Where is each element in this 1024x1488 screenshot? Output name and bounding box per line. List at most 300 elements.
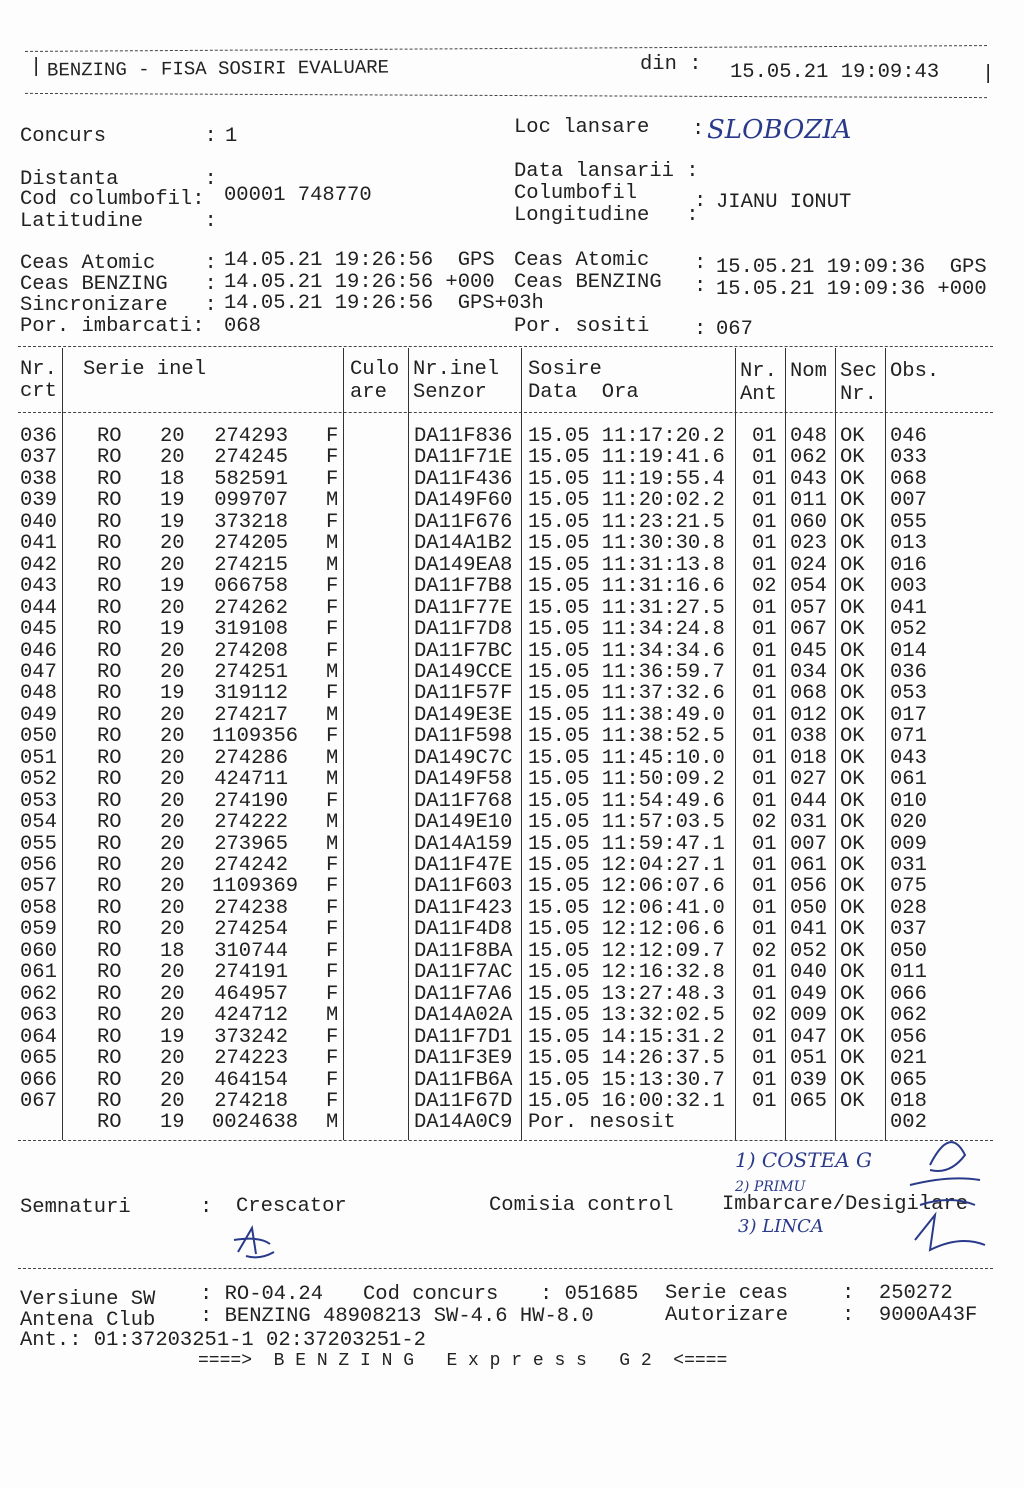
cell-sec: OK	[840, 489, 865, 513]
cell-ring-number: 424711	[214, 768, 288, 792]
cell-sec: OK	[840, 703, 865, 727]
cell-sec: OK	[840, 1004, 865, 1028]
cell-sec: OK	[840, 725, 865, 749]
versiune-value: : RO-04.24	[200, 1283, 324, 1306]
cell-obs: 021	[890, 1047, 927, 1071]
cell-year: 19	[160, 1025, 185, 1049]
cell-arrival-time: 15.05 11:57:03.5	[528, 811, 725, 835]
cell-nom: 040	[790, 961, 827, 985]
ceas-benzing-end: 15.05.21 19:09:36 +000	[716, 278, 987, 301]
cell-nr-crt: 059	[20, 918, 57, 942]
cell-country: RO	[97, 639, 122, 663]
cell-nr-crt: 051	[20, 746, 57, 770]
cell-country: RO	[97, 832, 122, 856]
cell-sex: F	[326, 639, 339, 663]
cell-nom: 024	[790, 553, 827, 577]
cell-year: 20	[160, 725, 185, 749]
cell-antenna: 01	[752, 1089, 777, 1113]
cell-nom: 052	[790, 939, 827, 963]
cell-arrival-time: 15.05 11:38:52.5	[528, 725, 725, 749]
cell-country: RO	[97, 618, 122, 642]
cell-nr-crt: 053	[20, 789, 57, 813]
cell-arrival-time: Por. nesosit	[528, 1111, 676, 1135]
cell-obs: 011	[890, 961, 927, 985]
cell-country: RO	[97, 553, 122, 577]
colon: :	[694, 252, 707, 275]
cell-sec: OK	[840, 918, 865, 942]
cell-country: RO	[97, 1089, 122, 1113]
cell-arrival-time: 15.05 14:26:37.5	[528, 1047, 725, 1071]
cell-ring-number: 274215	[214, 553, 288, 577]
cell-sex: M	[326, 660, 339, 684]
cell-nr-crt: 067	[20, 1089, 57, 1113]
cell-antenna: 01	[752, 596, 777, 620]
cell-sec: OK	[840, 553, 865, 577]
cell-country: RO	[97, 425, 122, 448]
cell-sec: OK	[840, 467, 865, 491]
cell-antenna: 01	[752, 639, 777, 663]
header-sosire: Sosire	[528, 358, 602, 381]
cell-nom: 038	[790, 725, 827, 749]
ceas-benzing-right-label: Ceas BENZING	[514, 271, 662, 294]
cell-ring-number: 0024638	[212, 1111, 299, 1135]
cell-arrival-time: 15.05 11:59:47.1	[528, 832, 725, 856]
table-top-border	[18, 346, 993, 347]
cell-antenna: 01	[752, 489, 777, 513]
cell-arrival-time: 15.05 11:54:49.6	[528, 789, 725, 813]
cell-nr-crt: 060	[20, 939, 57, 963]
cell-sec: OK	[840, 446, 865, 470]
cell-sex: F	[326, 854, 339, 877]
table-bottom-border	[18, 1140, 993, 1141]
cell-obs: 071	[890, 725, 927, 749]
cell-sensor: DA14A1B2	[414, 532, 513, 556]
header-culoare-2: are	[350, 381, 387, 404]
cell-arrival-time: 15.05 11:45:10.0	[528, 746, 725, 770]
cell-nr-crt: 066	[20, 1068, 57, 1092]
cell-arrival-time: 15.05 13:32:02.5	[528, 1004, 725, 1028]
cell-obs: 003	[890, 575, 927, 599]
cell-nom: 044	[790, 789, 827, 813]
cell-sensor: DA11F47E	[414, 854, 513, 877]
cell-sensor: DA11F423	[414, 896, 513, 920]
cell-country: RO	[97, 982, 122, 1006]
cell-country: RO	[97, 789, 122, 813]
cell-nr-crt: 064	[20, 1025, 57, 1049]
cell-ring-number: 066758	[214, 575, 288, 599]
cell-sensor: DA11F57F	[414, 682, 513, 706]
cell-country: RO	[97, 1047, 122, 1071]
cell-sec: OK	[840, 1068, 865, 1092]
cell-sensor: DA14A02A	[414, 1004, 513, 1028]
header-nom: Nom	[790, 360, 827, 383]
cell-antenna: 01	[752, 532, 777, 556]
ceas-atomic-right-label: Ceas Atomic	[514, 249, 650, 272]
crescator-signature-icon	[230, 1222, 280, 1262]
header-nr-inel: Nr.inel	[413, 358, 500, 381]
cell-sensor: DA149EA8	[414, 553, 513, 577]
cell-obs: 055	[890, 510, 927, 534]
cell-nom: 007	[790, 832, 827, 856]
cell-arrival-time: 15.05 12:06:41.0	[528, 896, 725, 920]
cell-obs: 062	[890, 1004, 927, 1028]
cell-sex: F	[326, 896, 339, 920]
cell-sensor: DA149F58	[414, 768, 513, 792]
cell-country: RO	[97, 1025, 122, 1049]
cell-obs: 002	[890, 1111, 927, 1135]
header-divider	[18, 412, 993, 413]
cell-nom: 012	[790, 703, 827, 727]
versiune-label: Versiune SW	[20, 1288, 156, 1311]
cell-nr-crt: 049	[20, 703, 57, 727]
cell-year: 20	[160, 532, 185, 556]
header-data-ora: Data Ora	[528, 381, 639, 404]
cell-ring-number: 274191	[214, 961, 288, 985]
cell-nr-crt: 040	[20, 510, 57, 534]
cell-sex: F	[326, 789, 339, 813]
cell-ring-number: 274238	[214, 896, 288, 920]
cell-obs: 028	[890, 896, 927, 920]
footer-divider	[18, 1268, 993, 1269]
cell-sensor: DA149F60	[414, 489, 513, 513]
cell-obs: 065	[890, 1068, 927, 1092]
cell-sec: OK	[840, 1047, 865, 1071]
cell-sex: F	[326, 618, 339, 642]
cell-year: 18	[160, 939, 185, 963]
cell-antenna: 01	[752, 446, 777, 470]
header-nr: Nr.	[20, 358, 57, 381]
cell-ring-number: 274208	[214, 639, 288, 663]
cell-sensor: DA11F67D	[414, 1089, 513, 1113]
cell-nom: 034	[790, 660, 827, 684]
columbofil-value: JIANU IONUT	[716, 191, 852, 214]
cell-sec: OK	[840, 1089, 865, 1113]
cell-year: 20	[160, 446, 185, 470]
cell-antenna: 02	[752, 939, 777, 963]
cell-ring-number: 464957	[214, 982, 288, 1006]
distanta-label: Distanta :	[20, 168, 217, 191]
cell-sensor: DA11F77E	[414, 596, 513, 620]
cell-sex: F	[326, 575, 339, 599]
cell-sensor: DA11F836	[414, 425, 513, 448]
pipe: |	[30, 56, 43, 79]
cell-arrival-time: 15.05 11:31:13.8	[528, 553, 725, 577]
header-obs: Obs.	[890, 360, 940, 383]
cell-nom: 023	[790, 532, 827, 556]
cell-year: 20	[160, 789, 185, 813]
cell-ring-number: 274222	[214, 811, 288, 835]
cell-antenna: 01	[752, 1068, 777, 1092]
colon: :	[694, 318, 707, 341]
cell-nr-crt: 041	[20, 532, 57, 556]
cell-nom: 049	[790, 982, 827, 1006]
cell-year: 20	[160, 832, 185, 856]
cell-sex: M	[326, 811, 339, 835]
cell-nr-crt: 036	[20, 425, 57, 448]
cell-ring-number: 274254	[214, 918, 288, 942]
header-crt: crt	[20, 380, 57, 403]
header-ant: Ant	[740, 383, 777, 406]
cell-arrival-time: 15.05 11:23:21.5	[528, 510, 725, 534]
cell-year: 19	[160, 618, 185, 642]
cell-antenna: 01	[752, 1025, 777, 1049]
cell-sensor: DA14A0C9	[414, 1111, 513, 1135]
handwritten-name-3: 3) LINCA	[738, 1216, 824, 1237]
cell-obs: 043	[890, 746, 927, 770]
cell-nom: 009	[790, 1004, 827, 1028]
cell-antenna: 01	[752, 467, 777, 491]
cell-sec: OK	[840, 618, 865, 642]
por-sositi-label: Por. sositi	[514, 315, 650, 338]
ceas-atomic-label: Ceas Atomic :	[20, 252, 217, 275]
cell-country: RO	[97, 896, 122, 920]
cell-nr-crt: 047	[20, 660, 57, 684]
cell-ring-number: 274190	[214, 789, 288, 813]
cell-year: 20	[160, 918, 185, 942]
cell-nom: 039	[790, 1068, 827, 1092]
cell-nr-crt: 065	[20, 1047, 57, 1071]
cell-sex: M	[326, 489, 339, 513]
cell-sensor: DA14A159	[414, 832, 513, 856]
din-label: din :	[640, 53, 702, 76]
cell-sex: F	[326, 682, 339, 706]
cell-country: RO	[97, 854, 122, 877]
header-sec: Sec	[840, 360, 877, 383]
cell-ring-number: 1109356	[212, 725, 299, 749]
cell-nr-crt: 044	[20, 596, 57, 620]
cell-arrival-time: 15.05 11:20:02.2	[528, 489, 725, 513]
cell-sensor: DA11F7AC	[414, 961, 513, 985]
header-serie-inel: Serie inel	[83, 358, 207, 381]
cell-antenna: 01	[752, 618, 777, 642]
cell-antenna: 01	[752, 896, 777, 920]
cell-year: 20	[160, 1004, 185, 1028]
cell-ring-number: 373242	[214, 1025, 288, 1049]
cell-antenna: 01	[752, 1047, 777, 1071]
cell-antenna: 01	[752, 425, 777, 448]
cell-arrival-time: 15.05 12:04:27.1	[528, 854, 725, 877]
cell-obs: 041	[890, 596, 927, 620]
imbarcare-label: Imbarcare/Desigilare	[722, 1193, 969, 1216]
cell-sec: OK	[840, 939, 865, 963]
cell-nr-crt: 048	[20, 682, 57, 706]
cell-arrival-time: 15.05 11:30:30.8	[528, 532, 725, 556]
cell-sec: OK	[840, 425, 865, 448]
column-divider	[885, 348, 886, 1140]
column-divider	[785, 348, 786, 1140]
cell-country: RO	[97, 768, 122, 792]
cell-antenna: 01	[752, 510, 777, 534]
cell-ring-number: 274251	[214, 660, 288, 684]
cell-nr-crt: 056	[20, 854, 57, 877]
cell-ring-number: 274242	[214, 854, 288, 877]
cell-year: 20	[160, 875, 185, 899]
cell-nr-crt: 061	[20, 961, 57, 985]
cell-nr-crt: 038	[20, 467, 57, 491]
semnaturi-label: Semnaturi	[20, 1196, 131, 1219]
cell-sec: OK	[840, 682, 865, 706]
cell-sensor: DA11F7D8	[414, 618, 513, 642]
divider	[25, 45, 987, 52]
cell-antenna: 01	[752, 703, 777, 727]
cell-nom: 041	[790, 918, 827, 942]
ceas-benzing-start: 14.05.21 19:26:56 +000	[224, 271, 495, 294]
pipe: |	[982, 63, 995, 86]
cell-nom: 050	[790, 896, 827, 920]
cell-arrival-time: 15.05 12:06:07.6	[528, 875, 725, 899]
divider	[25, 93, 987, 98]
cell-country: RO	[97, 682, 122, 706]
ceas-benzing-label: Ceas BENZING :	[20, 273, 217, 296]
cell-year: 20	[160, 982, 185, 1006]
cell-country: RO	[97, 811, 122, 835]
concurs-value: 1	[225, 125, 238, 148]
cell-sec: OK	[840, 639, 865, 663]
cell-sex: F	[326, 596, 339, 620]
cell-antenna: 02	[752, 1004, 777, 1028]
cell-country: RO	[97, 489, 122, 513]
cell-country: RO	[97, 532, 122, 556]
cell-sex: F	[326, 1025, 339, 1049]
cell-arrival-time: 15.05 11:37:32.6	[528, 682, 725, 706]
cell-sec: OK	[840, 875, 865, 899]
cell-obs: 036	[890, 660, 927, 684]
cell-arrival-time: 15.05 11:19:55.4	[528, 467, 725, 491]
cell-sex: F	[326, 467, 339, 491]
column-divider	[408, 348, 409, 1140]
cell-nom: 051	[790, 1047, 827, 1071]
cell-country: RO	[97, 918, 122, 942]
cell-obs: 052	[890, 618, 927, 642]
cell-country: RO	[97, 1068, 122, 1092]
header-culoare: Culo	[350, 358, 400, 381]
cell-sec: OK	[840, 789, 865, 813]
header-sec-nr: Nr.	[840, 383, 877, 406]
cell-sex: F	[326, 1068, 339, 1092]
cod-columbofil-label: Cod columbofil:	[20, 188, 205, 211]
cell-arrival-time: 15.05 11:34:34.6	[528, 639, 725, 663]
cell-nr-crt: 063	[20, 1004, 57, 1028]
cell-sex: M	[326, 746, 339, 770]
cell-sensor: DA149E3E	[414, 703, 513, 727]
cell-ring-number: 319108	[214, 618, 288, 642]
cell-nr-crt: 052	[20, 768, 57, 792]
cell-nom: 056	[790, 875, 827, 899]
commission-signatures-icon	[890, 1125, 990, 1255]
handwritten-name-2: 2) PRIMU	[735, 1179, 806, 1195]
cell-ring-number: 274286	[214, 746, 288, 770]
cell-nom: 065	[790, 1089, 827, 1113]
cell-arrival-time: 15.05 12:12:09.7	[528, 939, 725, 963]
cell-sensor: DA11F71E	[414, 446, 513, 470]
cell-sensor: DA11F7A6	[414, 982, 513, 1006]
cell-sensor: DA11F676	[414, 510, 513, 534]
cell-country: RO	[97, 939, 122, 963]
serie-ceas-label: Serie ceas	[665, 1282, 789, 1305]
cell-sensor: DA11F768	[414, 789, 513, 813]
cell-sex: F	[326, 982, 339, 1006]
cell-sensor: DA11F4D8	[414, 918, 513, 942]
por-imbarcati-value: 068	[224, 315, 261, 338]
cell-sec: OK	[840, 575, 865, 599]
cell-year: 20	[160, 553, 185, 577]
cell-obs: 056	[890, 1025, 927, 1049]
cell-obs: 066	[890, 982, 927, 1006]
cell-sec: OK	[840, 982, 865, 1006]
cell-arrival-time: 15.05 11:19:41.6	[528, 446, 725, 470]
cell-ring-number: 373218	[214, 510, 288, 534]
column-divider	[343, 348, 344, 1140]
cod-columbofil-value: 00001 748770	[224, 184, 372, 207]
cell-arrival-time: 15.05 11:36:59.7	[528, 660, 725, 684]
column-divider	[521, 348, 522, 1140]
cell-antenna: 01	[752, 746, 777, 770]
cell-year: 20	[160, 660, 185, 684]
antena-club-label: Antena Club	[20, 1309, 156, 1332]
data-lansarii-label: Data lansarii :	[514, 160, 699, 183]
cell-sec: OK	[840, 854, 865, 877]
cell-arrival-time: 15.05 11:38:49.0	[528, 703, 725, 727]
cell-arrival-time: 15.05 12:12:06.6	[528, 918, 725, 942]
cell-antenna: 01	[752, 982, 777, 1006]
cell-obs: 014	[890, 639, 927, 663]
cell-nom: 018	[790, 746, 827, 770]
cell-ring-number: 274245	[214, 446, 288, 470]
colon: :	[692, 118, 705, 141]
cell-ring-number: 273965	[214, 832, 288, 856]
cell-country: RO	[97, 446, 122, 470]
cell-antenna: 01	[752, 553, 777, 577]
cell-obs: 075	[890, 875, 927, 899]
cell-sec: OK	[840, 596, 865, 620]
cell-year: 19	[160, 682, 185, 706]
cell-nr-crt: 037	[20, 446, 57, 470]
cell-obs: 037	[890, 918, 927, 942]
cell-ring-number: 464154	[214, 1068, 288, 1092]
cell-sex: F	[326, 725, 339, 749]
column-divider	[62, 348, 63, 1140]
cell-sec: OK	[840, 746, 865, 770]
cell-nr-crt: 042	[20, 553, 57, 577]
handwritten-name-1: 1) COSTEA G	[735, 1148, 873, 1172]
cell-sensor: DA149CCE	[414, 660, 513, 684]
cell-year: 19	[160, 1111, 185, 1135]
print-datetime: 15.05.21 19:09:43	[730, 61, 940, 84]
cell-nom: 047	[790, 1025, 827, 1049]
cell-sec: OK	[840, 768, 865, 792]
cell-sex: F	[326, 425, 339, 448]
cell-country: RO	[97, 660, 122, 684]
cell-country: RO	[97, 961, 122, 985]
cell-country: RO	[97, 510, 122, 534]
cell-sensor: DA11F8BA	[414, 939, 513, 963]
cell-sex: F	[326, 446, 339, 470]
por-sositi-value: 067	[716, 318, 753, 341]
cell-sex: F	[326, 1089, 339, 1113]
cell-year: 20	[160, 703, 185, 727]
cell-ring-number: 310744	[214, 939, 288, 963]
cell-sensor: DA11F7BC	[414, 639, 513, 663]
concurs-label: Concurs :	[20, 125, 217, 148]
colon: :	[694, 275, 707, 298]
antenna-ids: Ant.: 01:37203251-1 02:37203251-2	[20, 1329, 426, 1352]
cell-nom: 043	[790, 467, 827, 491]
ceas-atomic-start: 14.05.21 19:26:56 GPS	[224, 249, 495, 272]
cell-sec: OK	[840, 896, 865, 920]
cell-year: 20	[160, 961, 185, 985]
cell-ring-number: 319112	[214, 682, 288, 706]
cell-year: 20	[160, 596, 185, 620]
